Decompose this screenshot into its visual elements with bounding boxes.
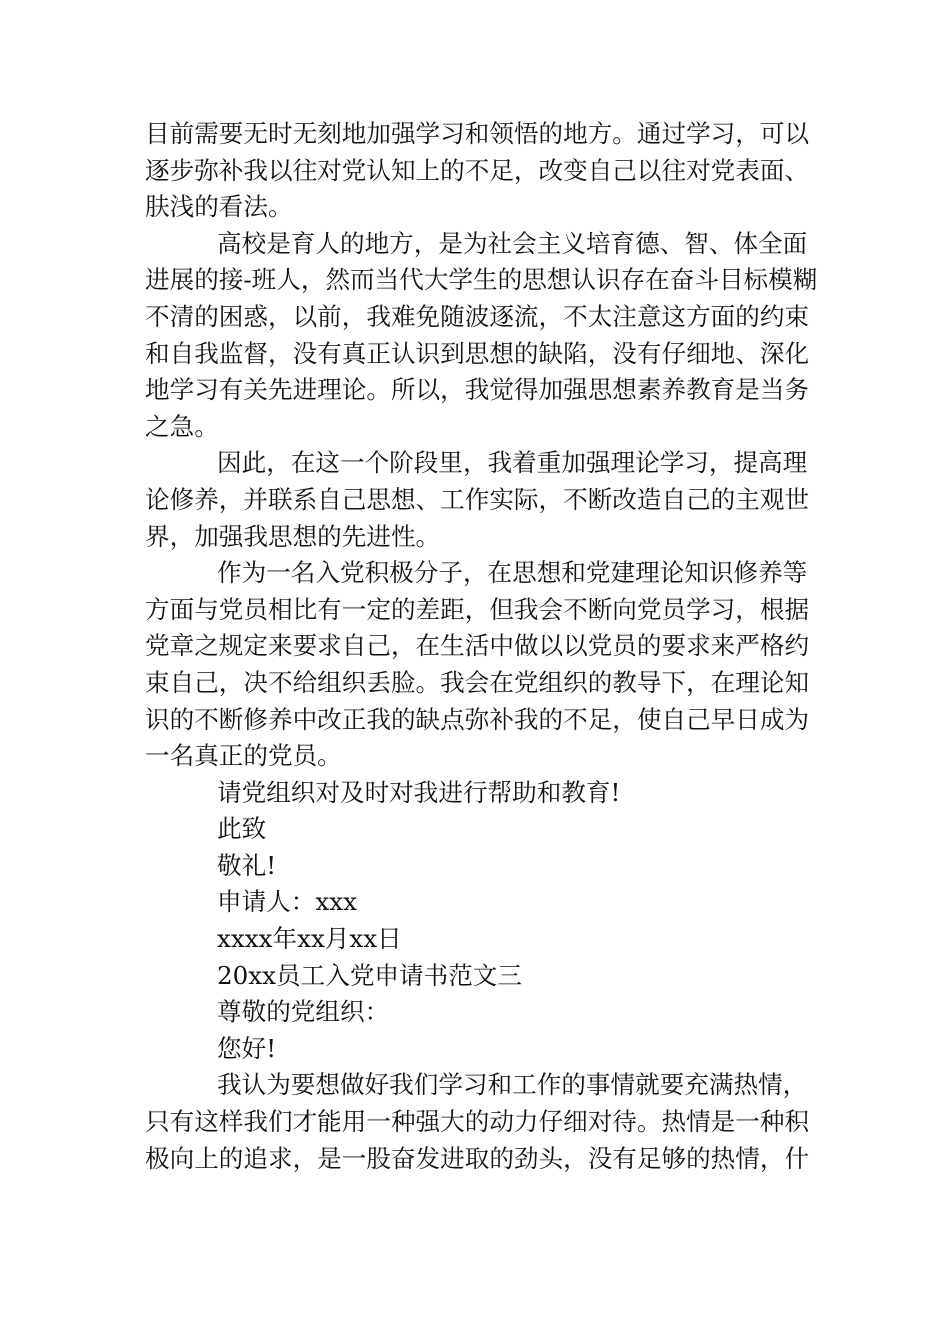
paragraph-first-line: 我认为要想做好我们学习和工作的事情就要充满热情， — [217, 1070, 808, 1100]
text-line: 目前需要无时无刻地加强学习和领悟的地方。通过学习，可以 — [145, 119, 810, 148]
paragraph-first-line: 高校是育人的地方，是为社会主义培育德、智、体全面 — [217, 228, 808, 258]
text-line: 识的不断修养中改正我的缺点弥补我的不足，使自己早日成为 — [145, 704, 810, 734]
paragraph-first-line: 作为一名入党积极分子，在思想和党建理论知识修养等 — [217, 558, 808, 588]
text-line: 之急。 — [145, 411, 219, 441]
text-line: 进展的接-班人，然而当代大学生的思想认识存在奋斗目标模糊 — [145, 265, 818, 295]
text-line: 党章之规定来要求自己，在生活中做以以党员的要求来严格约 — [145, 631, 810, 661]
text-line: 地学习有关先进理论。所以，我觉得加强思想素养教育是当务 — [145, 375, 810, 405]
text-line: 逐步弥补我以往对党认知上的不足，改变自己以往对党表面、 — [145, 155, 810, 185]
applicant-line: 申请人：xxx — [217, 887, 357, 917]
text-line: 界，加强我思想的先进性。 — [145, 521, 441, 551]
text-line: 一名真正的党员。 — [145, 741, 342, 771]
text-line: 和自我监督，没有真正认识到思想的缺陷，没有仔细地、深化 — [145, 338, 810, 368]
section-title: 20xx员工入党申请书范文三 — [217, 960, 522, 990]
closing-salutation: 此致 — [217, 814, 267, 844]
document-body — [145, 116, 818, 1177]
text-line: 极向上的追求，是一股奋发进取的劲头，没有足够的热情，什 — [145, 1143, 810, 1173]
text-line: 不清的困惑，以前，我难免随波逐流，不太注意这方面的约束 — [145, 301, 810, 331]
paragraph-first-line: 因此，在这一个阶段里，我着重加强理论学习，提高理 — [217, 448, 808, 478]
text-line: 方面与党员相比有一定的差距，但我会不断向党员学习，根据 — [145, 594, 810, 624]
text-line: 肤浅的看法。 — [145, 192, 293, 222]
closing-regards: 敬礼! — [217, 850, 277, 880]
text-line: 束自己，决不给组织丢脸。我会在党组织的教导下，在理论知 — [145, 667, 810, 697]
addressee-line: 尊敬的党组织： — [217, 997, 390, 1027]
text-line: 论修养，并联系自己思想、工作实际，不断改造自己的主观世 — [145, 484, 810, 514]
greeting-line: 您好! — [217, 1033, 277, 1063]
date-line: xxxx年xx月xx日 — [217, 924, 402, 954]
request-line: 请党组织对及时对我进行帮助和教育! — [217, 777, 621, 807]
text-line: 只有这样我们才能用一种强大的动力仔细对待。热情是一种积 — [145, 1107, 810, 1137]
